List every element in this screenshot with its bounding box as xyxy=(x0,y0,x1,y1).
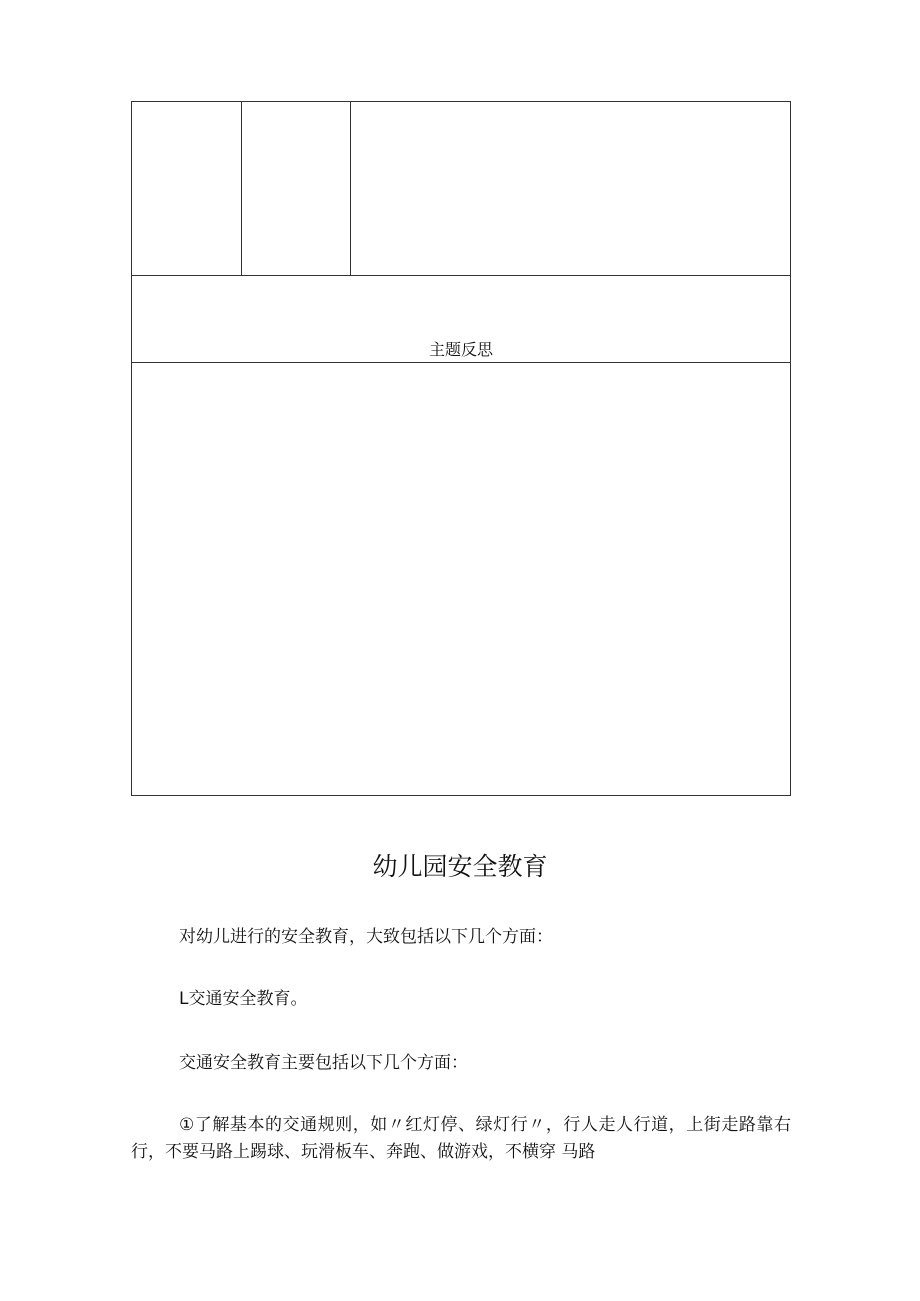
form-table xyxy=(131,101,791,796)
form-cell-3 xyxy=(351,102,790,275)
form-row-section-label xyxy=(132,276,790,363)
form-cell-2 xyxy=(242,102,351,275)
document-title: 幼儿园安全教育 xyxy=(372,852,548,881)
form-row-top xyxy=(132,102,790,276)
form-row-reflection-body xyxy=(132,363,790,795)
paragraph-section-intro: 交通安全教育主要包括以下几个方面： xyxy=(179,1053,468,1073)
paragraph-intro: 对幼儿进行的安全教育，大致包括以下几个方面： xyxy=(179,927,553,947)
paragraph-traffic-rules: ①了解基本的交通规则，如〃红灯停、绿灯行〃，行人走人行道，上街走路靠右行，不要马路上踢球、玩滑板车、奔跑、做游戏，不横穿 马路 xyxy=(131,1115,791,1162)
section-label: 主题反思 xyxy=(428,340,493,359)
form-cell-1 xyxy=(132,102,242,275)
paragraph-section-heading: L交通安全教育。 xyxy=(179,989,308,1009)
